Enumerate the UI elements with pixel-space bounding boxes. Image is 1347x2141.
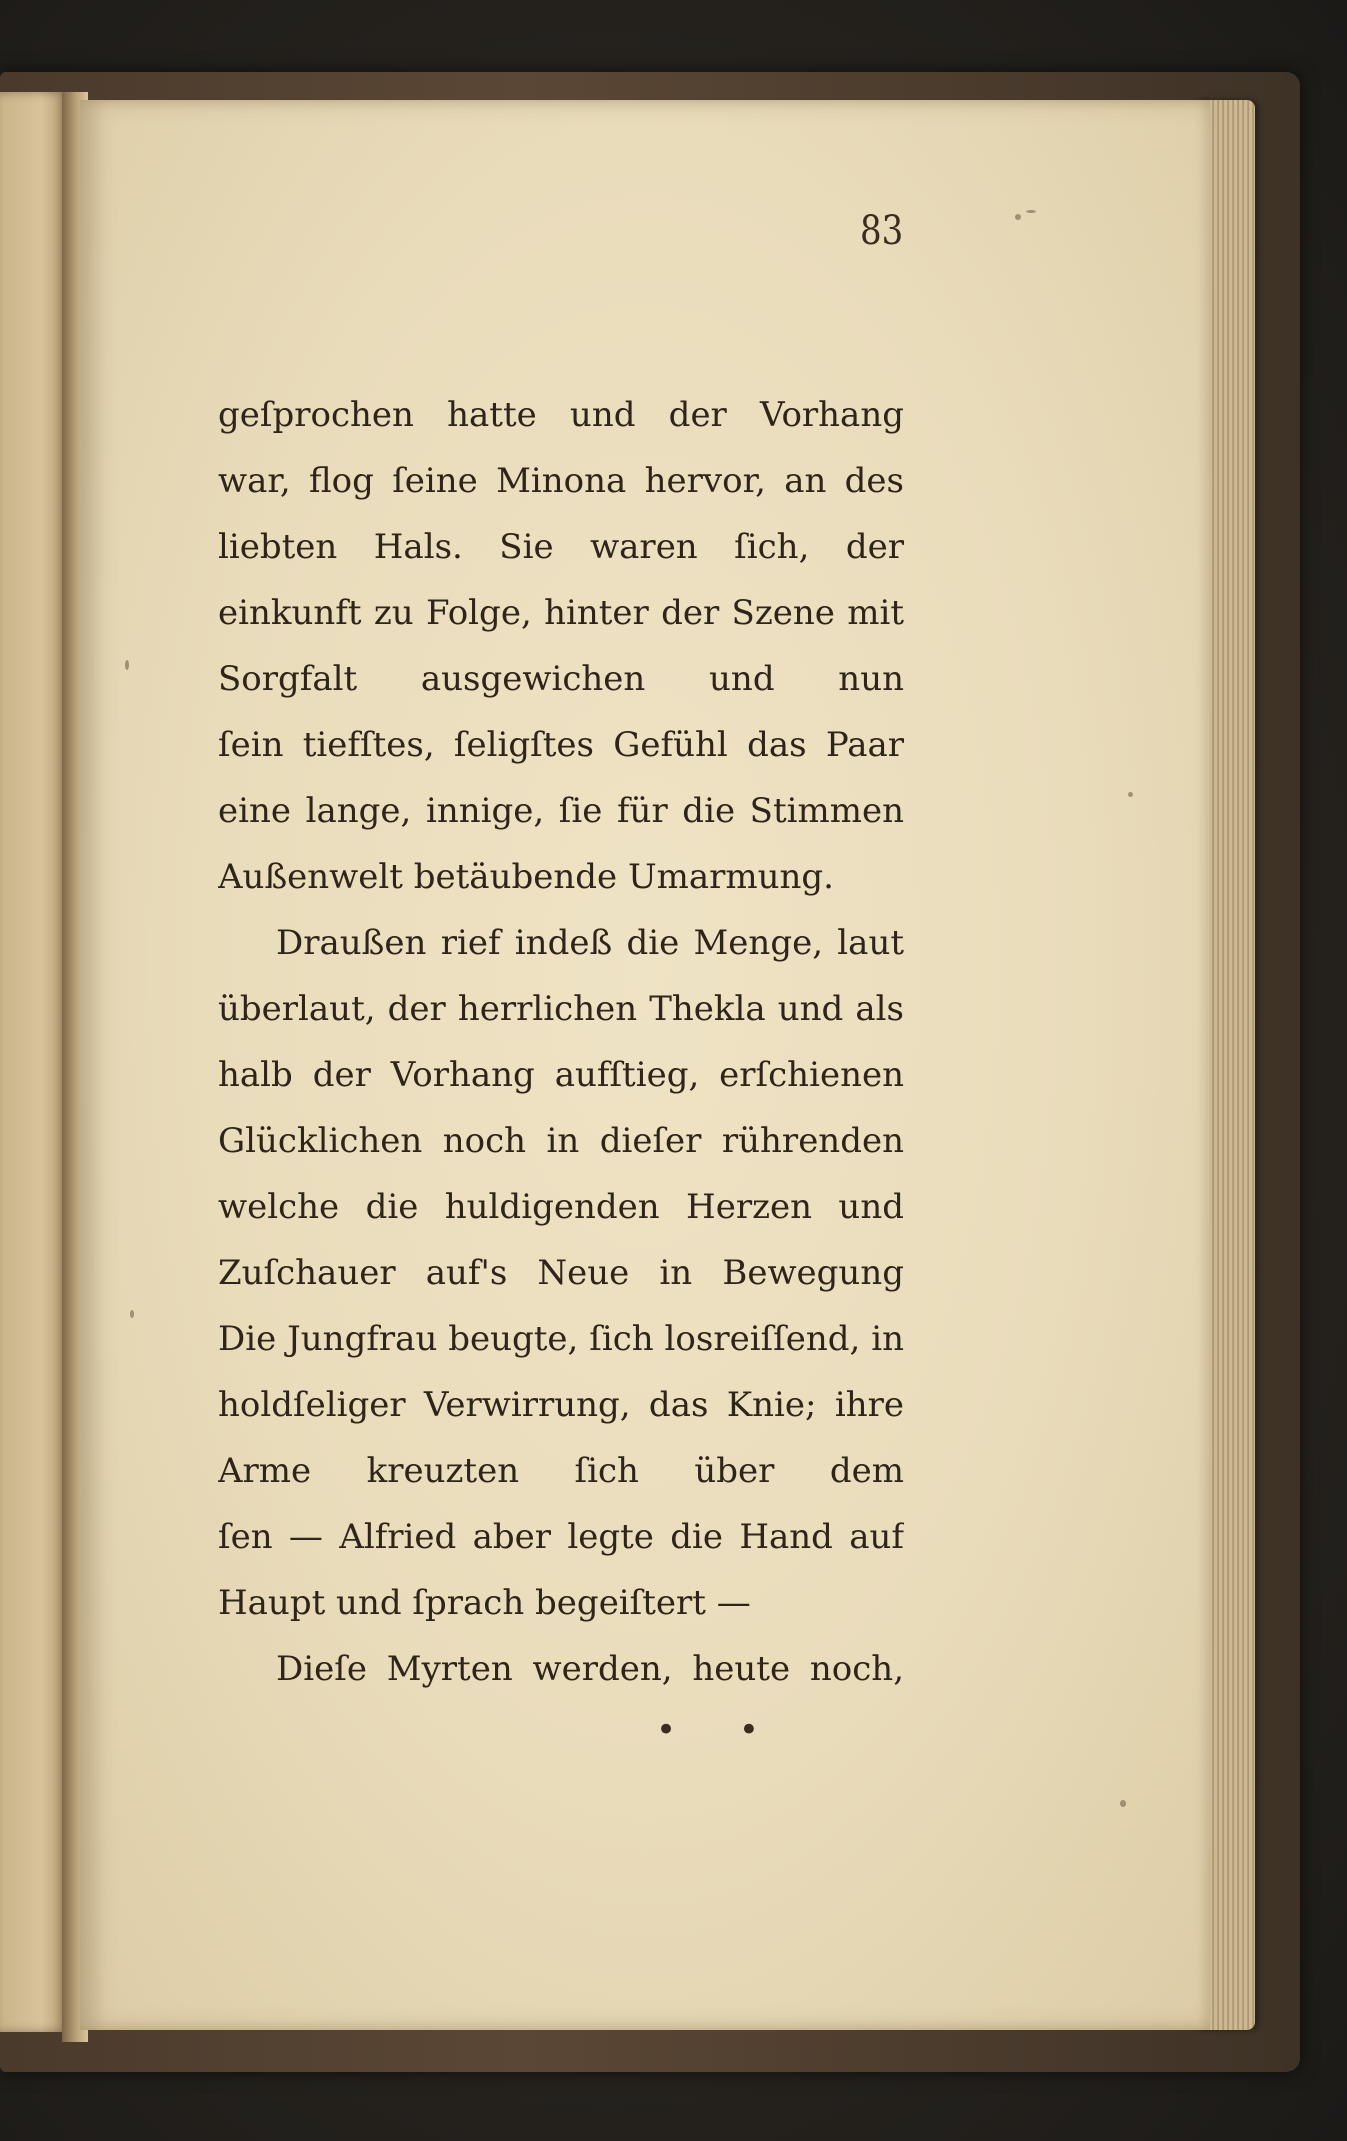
text-line: Haupt und ſprach begeiſtert — [218,1583,751,1623]
text-line: geſprochen hatte und der Vorhang [218,395,904,435]
paper-fleck [1128,792,1133,797]
text-line: Zuſchauer auf's Neue in Bewegung [218,1253,904,1293]
paper-fleck [1015,214,1021,220]
text-line: Dieſe Myrten werden, heute noch, [276,1649,904,1689]
text-line: Sorgfalt ausgewichen und nun [218,659,904,699]
text-line: Glücklichen noch in dieſer rührenden [218,1121,904,1161]
text-line: welche die huldigenden Herzen und [218,1187,904,1227]
text-line: Draußen rief indeß die Menge, laut [276,923,904,963]
text-line: eine lange, innige, ſie für die Stimmen [218,791,904,831]
text-line: halb der Vorhang aufſtieg, erſchienen [218,1055,904,1095]
text-line: überlaut, der herrlichen Thekla und als [218,989,904,1029]
paper-fleck [130,1310,134,1318]
text-line: war, flog ſeine Minona hervor, an des [218,461,904,501]
paper-fleck [1120,1800,1126,1807]
paper-fleck [125,660,129,670]
text-line: Außenwelt betäubende Umarmung. [218,857,834,897]
text-line: holdſeliger Verwirrung, das Knie; ihre [218,1385,904,1425]
paper-fleck [1026,210,1036,213]
text-line: Arme kreuzten ſich über dem [218,1451,904,1491]
body-text [218,382,904,1702]
text-line: einkunft zu Folge, hinter der Szene mit [218,593,904,633]
facing-page-edge [0,92,68,2032]
page-number: 83 [860,208,904,254]
text-line: ſen — Alfried aber legte die Hand auf [218,1517,904,1557]
text-line: ſein tiefſtes, ſeligſtes Gefühl das Paar [218,725,904,765]
catchword-marks: • • [656,1710,785,1750]
text-line: liebten Hals. Sie waren ſich, der [218,527,904,567]
text-line: Die Jungfrau beugte, ſich losreiſſend, in [218,1319,904,1359]
